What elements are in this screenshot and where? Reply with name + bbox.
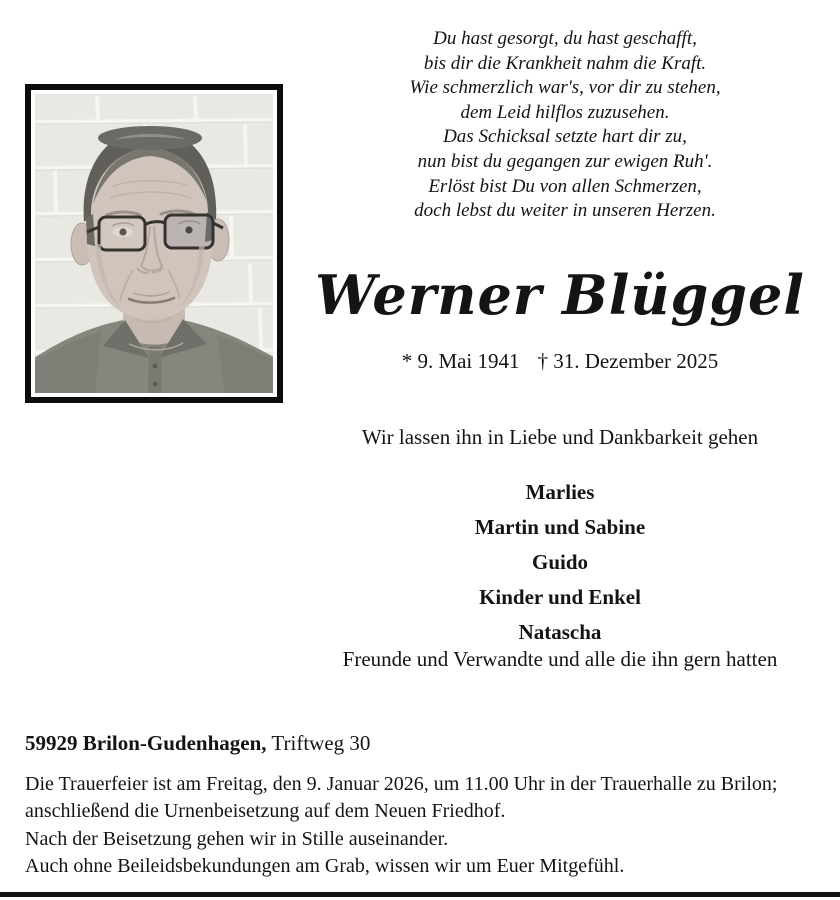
address-street: Triftweg 30 <box>266 731 371 755</box>
death-date: † 31. Dezember 2025 <box>537 349 719 373</box>
poem-line: doch lebst du weiter in unseren Herzen. <box>414 200 716 222</box>
poem-line: dem Leid hilflos zuzusehen. <box>460 101 670 123</box>
portrait-illustration <box>35 94 273 393</box>
funeral-details <box>25 771 803 881</box>
life-dates <box>300 349 820 374</box>
portrait-photo <box>25 84 283 403</box>
funeral-paragraph: Nach der Beisetzung gehen wir in Stille auseinander. <box>25 827 449 850</box>
mourner-name: Martin und Sabine <box>474 515 646 539</box>
mourners-list <box>290 480 830 655</box>
family-address <box>25 731 370 756</box>
funeral-paragraph: Auch ohne Beileidsbekundungen am Grab, wissen wir um Euer Mitgefühl. <box>25 855 625 878</box>
mourner-name: Natascha <box>518 620 602 644</box>
poem-line: Wie schmerzlich war's, vor dir zu stehen, <box>409 77 721 99</box>
mourner-name: Kinder und Enkel <box>479 585 641 609</box>
funeral-paragraph: Die Trauerfeier ist am Freitag, den 9. Januar 2026, um 11.00 Uhr in der Trauerhalle zu Brilon; anschließend die Urnenbeisetzung auf dem Neuen Friedhof. <box>25 773 778 823</box>
poem-line: Du hast gesorgt, du hast geschafft, <box>433 28 697 49</box>
farewell-intro: Wir lassen ihn in Liebe und Dankbarkeit gehen <box>361 425 759 449</box>
poem-line: bis dir die Krankheit nahm die Kraft. <box>423 52 707 74</box>
address-location: 59929 Brilon-Gudenhagen, <box>25 731 267 755</box>
poem-line: Das Schicksal setzte hart dir zu, <box>443 126 687 148</box>
bottom-divider-rule <box>0 892 840 897</box>
farewell-outro: Freunde und Verwandte und alle die ihn gern hatten <box>342 647 778 671</box>
birth-date: * 9. Mai 1941 <box>401 349 520 373</box>
memorial-poem <box>318 27 812 224</box>
mourner-name: Guido <box>531 550 589 574</box>
deceased-name: Werner Blüggel <box>315 263 805 327</box>
mourner-name: Marlies <box>525 480 595 504</box>
poem-line: Erlöst bist Du von allen Schmerzen, <box>428 175 702 197</box>
poem-line: nun bist du gegangen zur ewigen Ruh'. <box>417 150 713 172</box>
